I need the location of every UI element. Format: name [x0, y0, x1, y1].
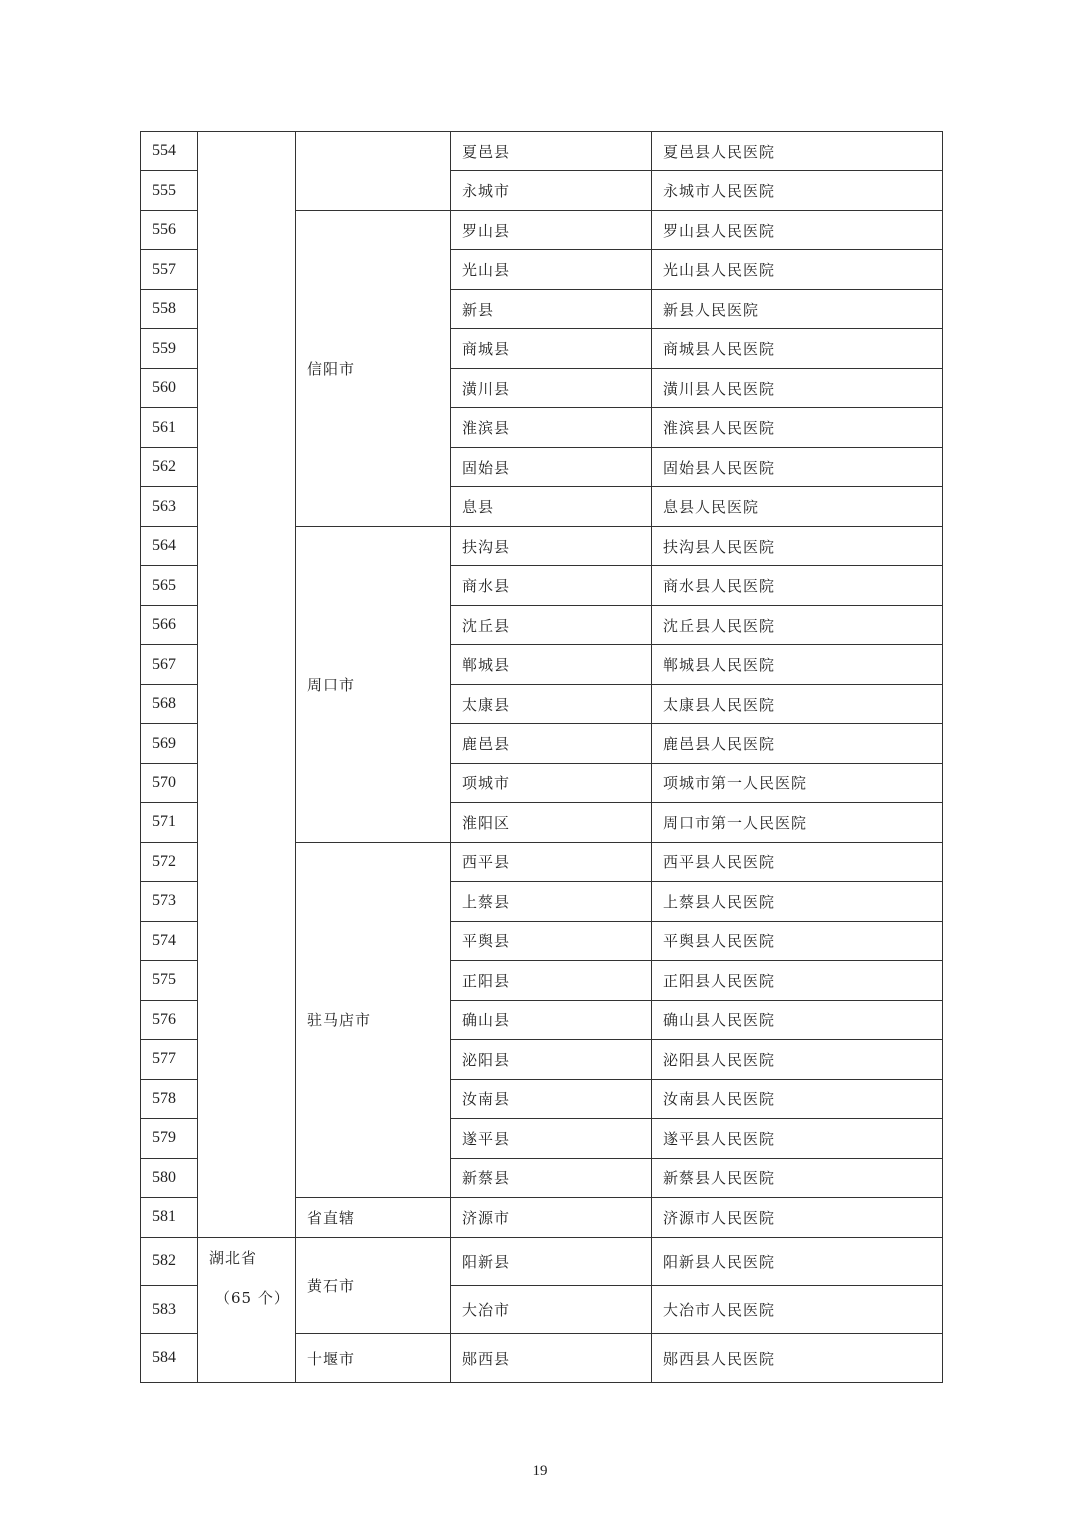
row-number: 576: [141, 1000, 198, 1039]
hospital-cell: 潢川县人民医院: [652, 368, 943, 407]
row-number: 575: [141, 961, 198, 1000]
row-number: 556: [141, 210, 198, 249]
county-cell: 固始县: [451, 447, 652, 486]
county-cell: 阳新县: [451, 1237, 652, 1285]
row-number: 561: [141, 408, 198, 447]
hospital-cell: 息县人民医院: [652, 487, 943, 526]
hospital-cell: 泌阳县人民医院: [652, 1040, 943, 1079]
county-cell: 淮滨县: [451, 408, 652, 447]
county-cell: 扶沟县: [451, 526, 652, 565]
county-cell: 平舆县: [451, 921, 652, 960]
row-number: 560: [141, 368, 198, 407]
province-name: 湖北省: [209, 1248, 258, 1267]
row-number: 566: [141, 605, 198, 644]
hospital-cell: 郸城县人民医院: [652, 645, 943, 684]
hospital-cell: 项城市第一人民医院: [652, 763, 943, 802]
row-number: 555: [141, 171, 198, 210]
city-cell: 黄石市: [296, 1237, 451, 1334]
row-number: 557: [141, 250, 198, 289]
row-number: 571: [141, 803, 198, 842]
province-cell: [198, 132, 296, 1238]
county-cell: 淮阳区: [451, 803, 652, 842]
row-number: 578: [141, 1079, 198, 1118]
hospital-cell: 大冶市人民医院: [652, 1286, 943, 1334]
table-row: [141, 1237, 943, 1285]
county-cell: 潢川县: [451, 368, 652, 407]
county-cell: 泌阳县: [451, 1040, 652, 1079]
city-cell: [296, 132, 451, 211]
row-number: 572: [141, 842, 198, 881]
row-number: 580: [141, 1158, 198, 1197]
row-number: 573: [141, 882, 198, 921]
county-cell: 鹿邑县: [451, 724, 652, 763]
county-cell: 光山县: [451, 250, 652, 289]
row-number: 574: [141, 921, 198, 960]
hospital-cell: 罗山县人民医院: [652, 210, 943, 249]
page-number: 19: [532, 1463, 548, 1479]
hospital-cell: 上蔡县人民医院: [652, 882, 943, 921]
province-cell: [198, 1237, 296, 1382]
hospital-cell: 新蔡县人民医院: [652, 1158, 943, 1197]
hospital-cell: 周口市第一人民医院: [652, 803, 943, 842]
city-cell: 信阳市: [296, 210, 451, 526]
hospital-cell: 太康县人民医院: [652, 684, 943, 723]
hospital-cell: 西平县人民医院: [652, 842, 943, 881]
hospital-cell: 扶沟县人民医院: [652, 526, 943, 565]
hospital-cell: 济源市人民医院: [652, 1198, 943, 1237]
hospital-cell: 新县人民医院: [652, 289, 943, 328]
row-number: 563: [141, 487, 198, 526]
county-cell: 济源市: [451, 1198, 652, 1237]
row-number: 569: [141, 724, 198, 763]
hospital-cell: 确山县人民医院: [652, 1000, 943, 1039]
row-number: 559: [141, 329, 198, 368]
county-cell: 大冶市: [451, 1286, 652, 1334]
province-count: （65 个）: [215, 1288, 290, 1307]
county-cell: 永城市: [451, 171, 652, 210]
county-cell: 夏邑县: [451, 132, 652, 171]
county-cell: 正阳县: [451, 961, 652, 1000]
row-number: 567: [141, 645, 198, 684]
county-cell: 项城市: [451, 763, 652, 802]
hospital-cell: 郧西县人民医院: [652, 1334, 943, 1383]
county-cell: 商水县: [451, 566, 652, 605]
hospital-cell: 遂平县人民医院: [652, 1119, 943, 1158]
hospital-cell: 固始县人民医院: [652, 447, 943, 486]
hospital-table: [140, 131, 943, 1383]
hospital-cell: 夏邑县人民医院: [652, 132, 943, 171]
county-cell: 新县: [451, 289, 652, 328]
county-cell: 郸城县: [451, 645, 652, 684]
hospital-cell: 正阳县人民医院: [652, 961, 943, 1000]
row-number: 554: [141, 132, 198, 171]
county-cell: 遂平县: [451, 1119, 652, 1158]
hospital-cell: 永城市人民医院: [652, 171, 943, 210]
county-cell: 息县: [451, 487, 652, 526]
city-cell: 十堰市: [296, 1334, 451, 1383]
row-number: 558: [141, 289, 198, 328]
city-cell: 驻马店市: [296, 842, 451, 1197]
hospital-cell: 淮滨县人民医院: [652, 408, 943, 447]
hospital-cell: 鹿邑县人民医院: [652, 724, 943, 763]
county-cell: 确山县: [451, 1000, 652, 1039]
row-number: 582: [141, 1237, 198, 1285]
row-number: 579: [141, 1119, 198, 1158]
hospital-cell: 阳新县人民医院: [652, 1237, 943, 1285]
row-number: 581: [141, 1198, 198, 1237]
city-cell: 省直辖: [296, 1198, 451, 1237]
city-cell: 周口市: [296, 526, 451, 842]
hospital-cell: 商水县人民医院: [652, 566, 943, 605]
county-cell: 太康县: [451, 684, 652, 723]
table-row: [141, 132, 943, 171]
row-number: 583: [141, 1286, 198, 1334]
county-cell: 罗山县: [451, 210, 652, 249]
hospital-cell: 光山县人民医院: [652, 250, 943, 289]
county-cell: 郧西县: [451, 1334, 652, 1383]
county-cell: 汝南县: [451, 1079, 652, 1118]
county-cell: 沈丘县: [451, 605, 652, 644]
hospital-cell: 沈丘县人民医院: [652, 605, 943, 644]
county-cell: 上蔡县: [451, 882, 652, 921]
row-number: 562: [141, 447, 198, 486]
row-number: 584: [141, 1334, 198, 1383]
hospital-cell: 商城县人民医院: [652, 329, 943, 368]
row-number: 568: [141, 684, 198, 723]
hospital-cell: 平舆县人民医院: [652, 921, 943, 960]
county-cell: 西平县: [451, 842, 652, 881]
row-number: 564: [141, 526, 198, 565]
hospital-cell: 汝南县人民医院: [652, 1079, 943, 1118]
county-cell: 商城县: [451, 329, 652, 368]
county-cell: 新蔡县: [451, 1158, 652, 1197]
row-number: 570: [141, 763, 198, 802]
row-number: 577: [141, 1040, 198, 1079]
row-number: 565: [141, 566, 198, 605]
